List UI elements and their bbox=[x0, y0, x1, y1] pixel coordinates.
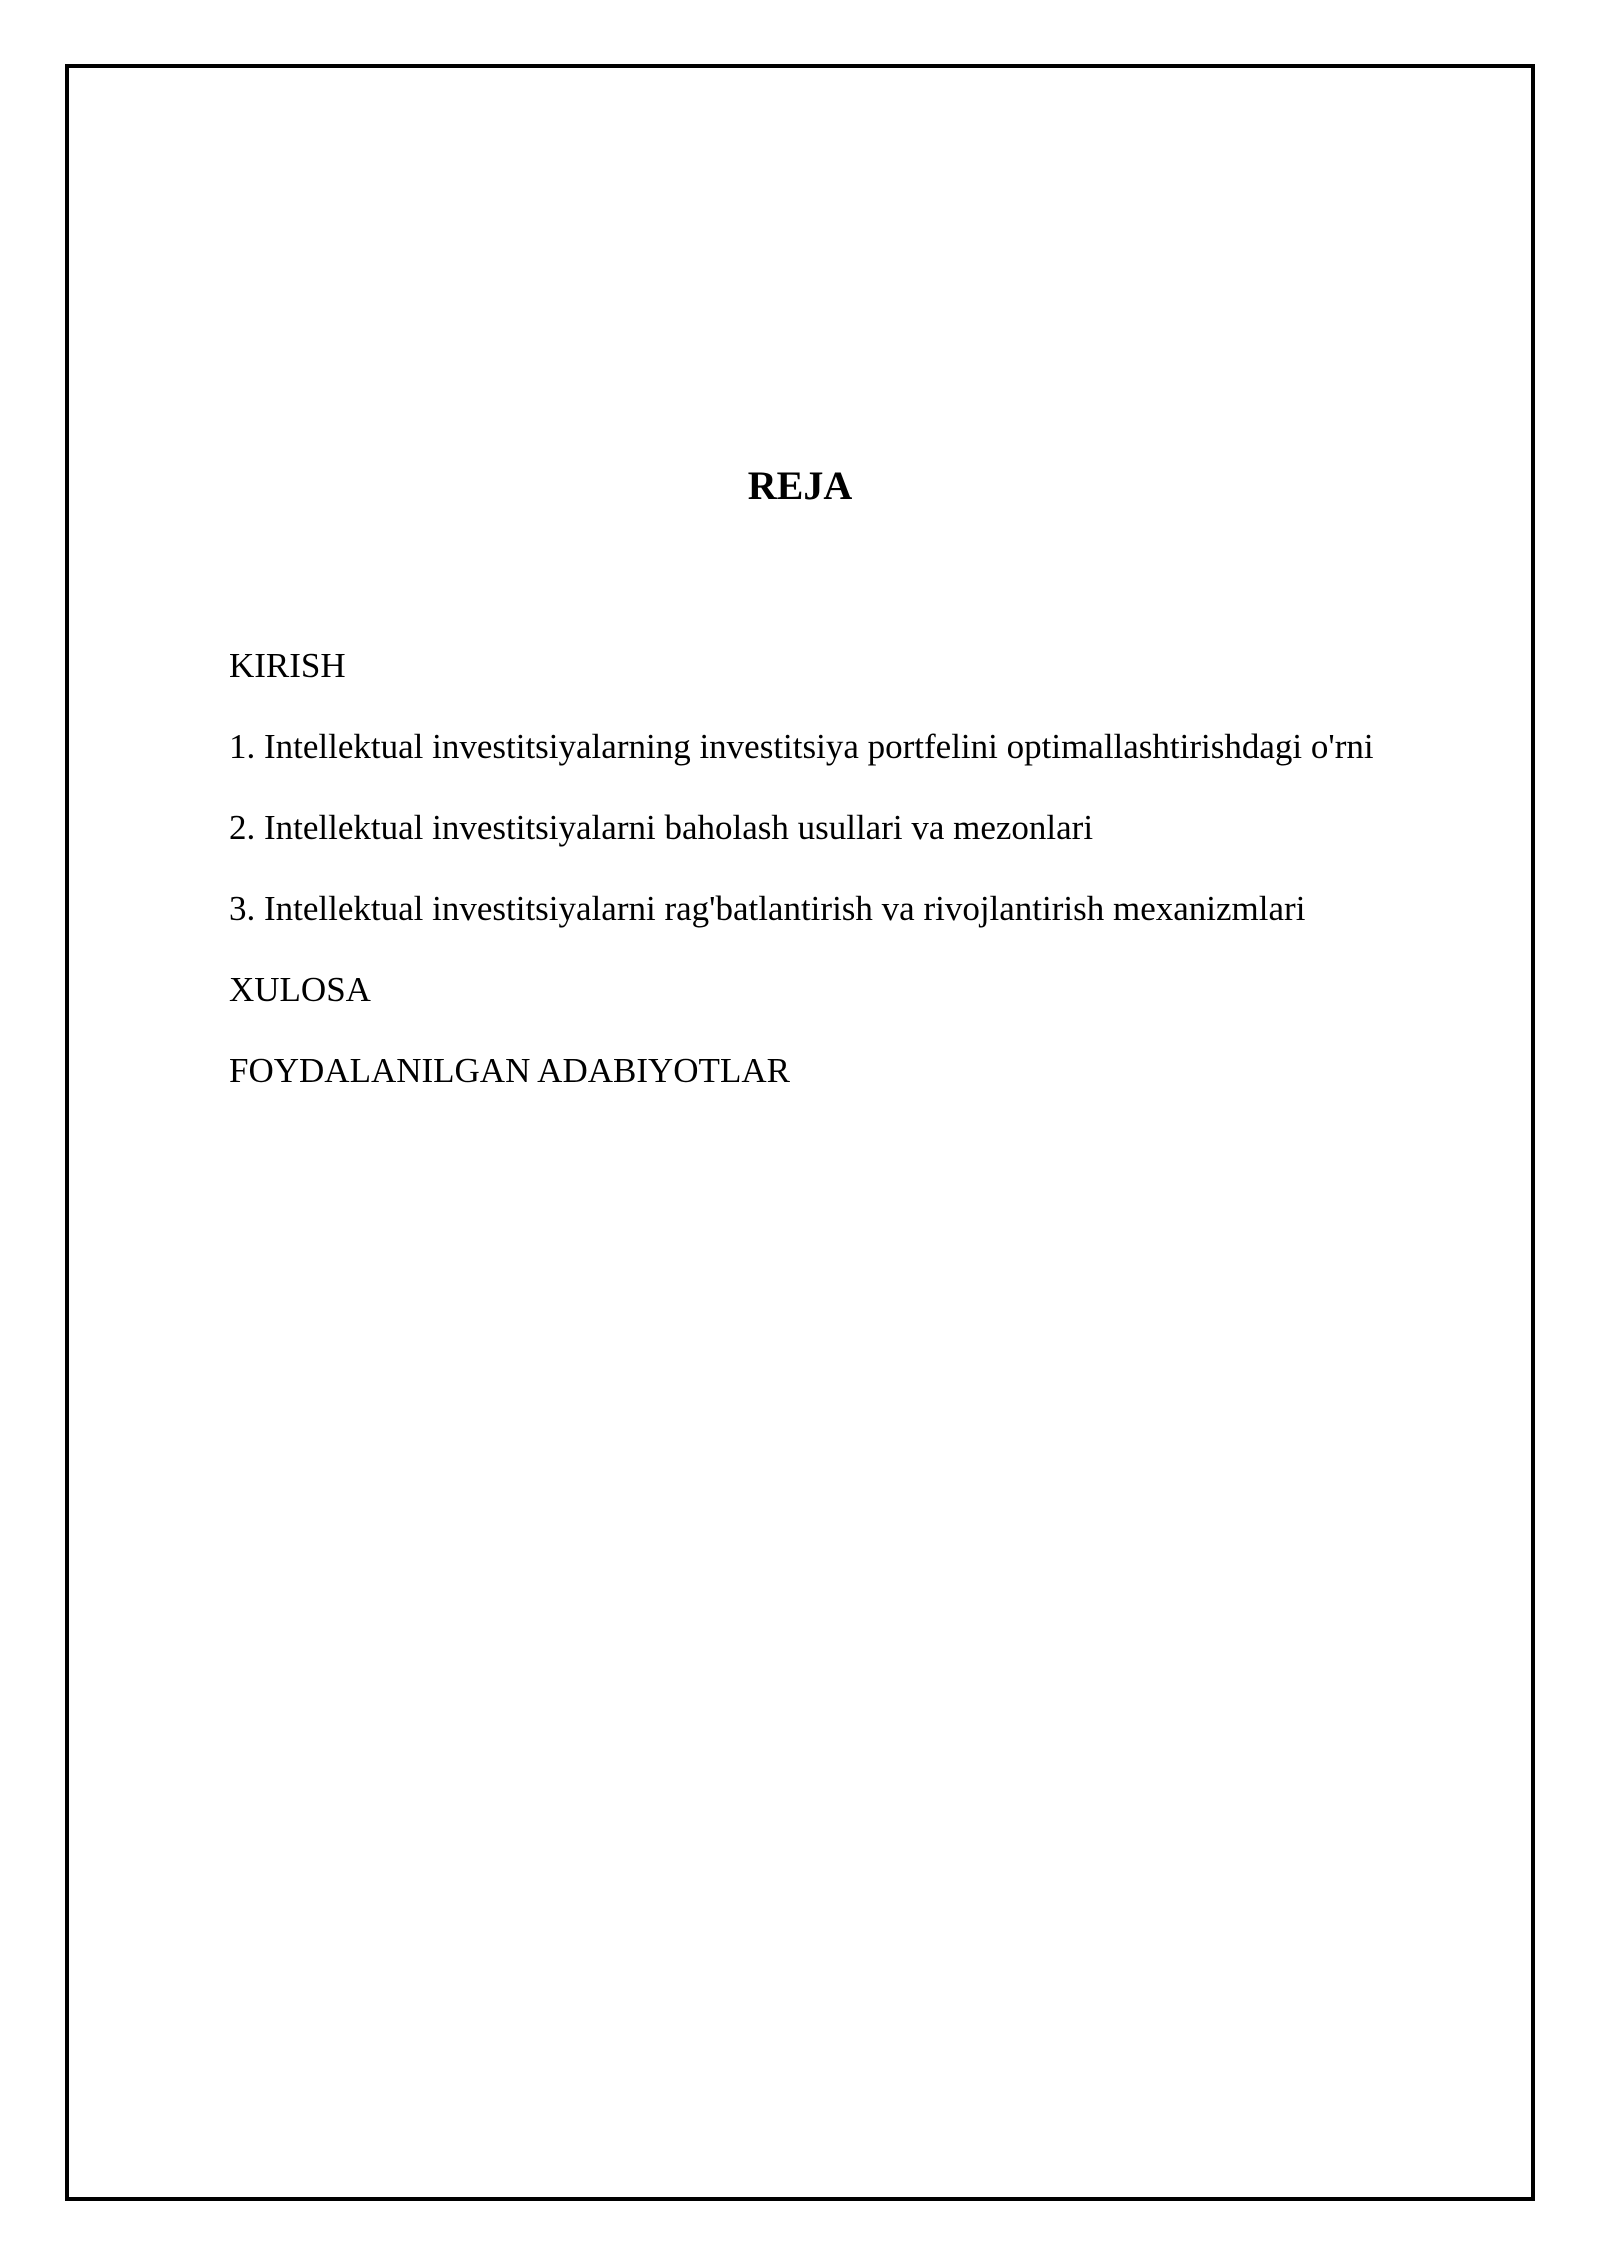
toc-item-conclusion: XULOSA bbox=[229, 970, 371, 1009]
toc-item-references: FOYDALANILGAN ADABIYOTLAR bbox=[229, 1051, 790, 1090]
page-border bbox=[65, 64, 1535, 2201]
page-title: REJA bbox=[747, 463, 853, 508]
toc-item-introduction: KIRISH bbox=[229, 646, 346, 685]
table-of-contents bbox=[229, 640, 1529, 1126]
toc-item-chapter-2: 2. Intellektual investitsiyalarni baholash usullari va mezonlari bbox=[229, 808, 1094, 847]
toc-item-chapter-3: 3. Intellektual investitsiyalarni rag'batlantirish va rivojlantirish mexanizmlari bbox=[229, 889, 1306, 928]
toc-item-chapter-1: 1. Intellektual investitsiyalarning investitsiya portfelini optimallashtirishdagi o'rni bbox=[229, 727, 1374, 766]
